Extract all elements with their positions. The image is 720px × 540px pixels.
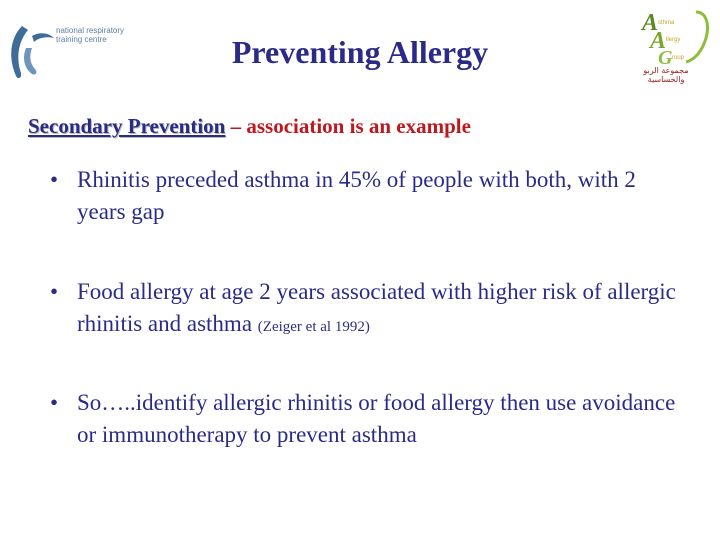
bullet-marker: • [50, 279, 59, 304]
aag-arabic-name: مجموعة الربو والحساسية [643, 66, 689, 84]
aag-letter-1: A [642, 10, 659, 36]
bullet-citation: (Zeiger et al 1992) [257, 319, 370, 335]
slide-subtitle [28, 114, 471, 139]
slide-title: Preventing Allergy [231, 34, 489, 70]
aag-word-1: sthma [658, 20, 675, 26]
nrtc-tagline: national respiratory training centre [56, 26, 125, 44]
subtitle-suffix: – association is an example [230, 114, 471, 138]
bullet-text: Rhinitis preceded asthma in 45% of people with both, with 2 years gap [77, 167, 636, 224]
aag-word-2: llergy [666, 37, 681, 43]
bullet-item [50, 164, 690, 228]
bullet-marker: • [50, 167, 59, 192]
aag-letter-2: A [650, 28, 667, 54]
bullet-item [50, 387, 690, 451]
bullet-text: Food allergy at age 2 years associated with higher risk of allergic rhinitis and asthma [77, 279, 676, 336]
asthma-allergy-group-logo [620, 8, 712, 84]
bullet-text: So…..identify allergic rhinitis or food allergy then use avoidance or immunotherapy to prevent asthma [77, 390, 676, 447]
aag-word-3: roup [672, 55, 685, 61]
aag-logo-mark-icon [620, 8, 712, 68]
bullet-text-wrapper [77, 276, 690, 343]
aag-letter-3: G [658, 47, 673, 68]
bullet-item [50, 276, 690, 343]
bullet-marker: • [50, 390, 59, 415]
subtitle-prefix: Secondary Prevention [28, 114, 226, 138]
